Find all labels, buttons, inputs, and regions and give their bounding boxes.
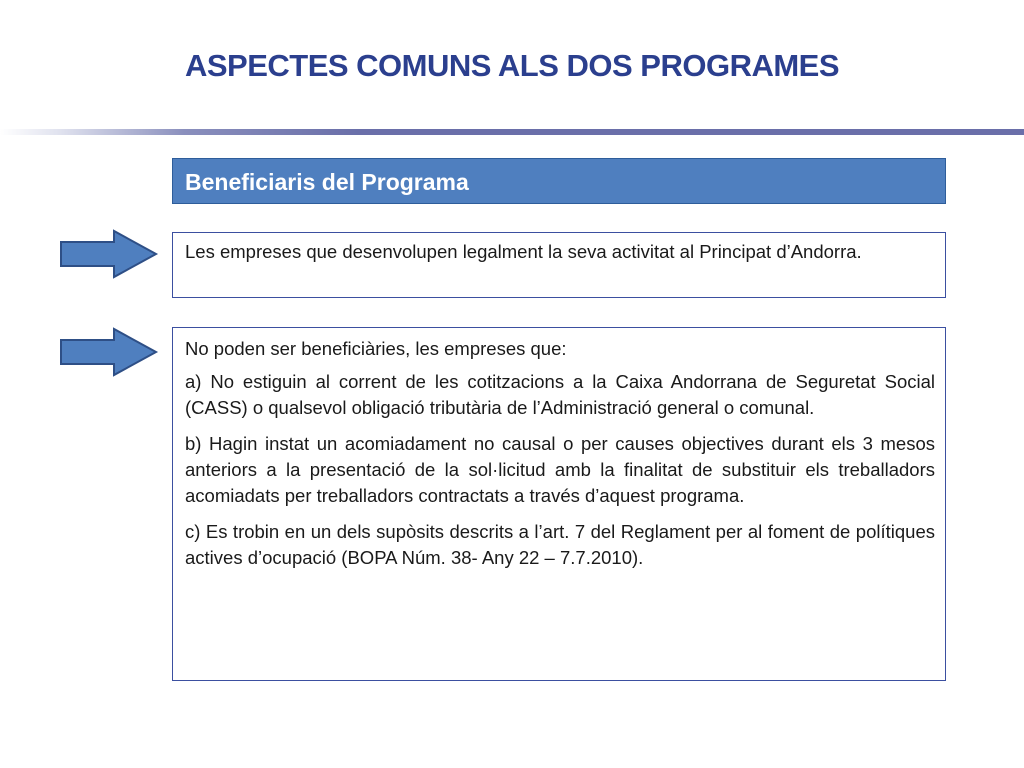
exclusion-item-a: a) No estiguin al corrent de les cotitzacions a la Caixa Andorrana de Seguretat Social (CASS) o qualsevol obligació tributària de l’Administració general o comunal. <box>185 371 935 418</box>
beneficiaries-box <box>172 232 946 298</box>
exclusions-box <box>172 327 946 681</box>
right-arrow-icon <box>58 228 160 280</box>
title-divider <box>0 129 1024 135</box>
exclusions-intro: No poden ser beneficiàries, les empreses que: <box>185 338 567 359</box>
beneficiaries-text: Les empreses que desenvolupen legalment la seva activitat al Principat d’Andorra. <box>185 241 862 262</box>
exclusion-item-b: b) Hagin instat un acomiadament no causal o per causes objectives durant els 3 mesos anteriors a la presentació de la sol·licitud amb la finalitat de substituir els treballadors acomiadats per treballadors contractats a través d’aquest programa. <box>185 433 935 506</box>
slide-title: ASPECTES COMUNS ALS DOS PROGRAMES <box>184 48 840 83</box>
exclusion-item-c: c) Es trobin en un dels supòsits descrits a l’art. 7 del Reglament per al foment de polítiques actives d’ocupació (BOPA Núm. 38- Any 22 – 7.7.2010). <box>185 521 935 568</box>
right-arrow-icon <box>58 326 160 378</box>
section-header: Beneficiaris del Programa <box>172 158 946 204</box>
